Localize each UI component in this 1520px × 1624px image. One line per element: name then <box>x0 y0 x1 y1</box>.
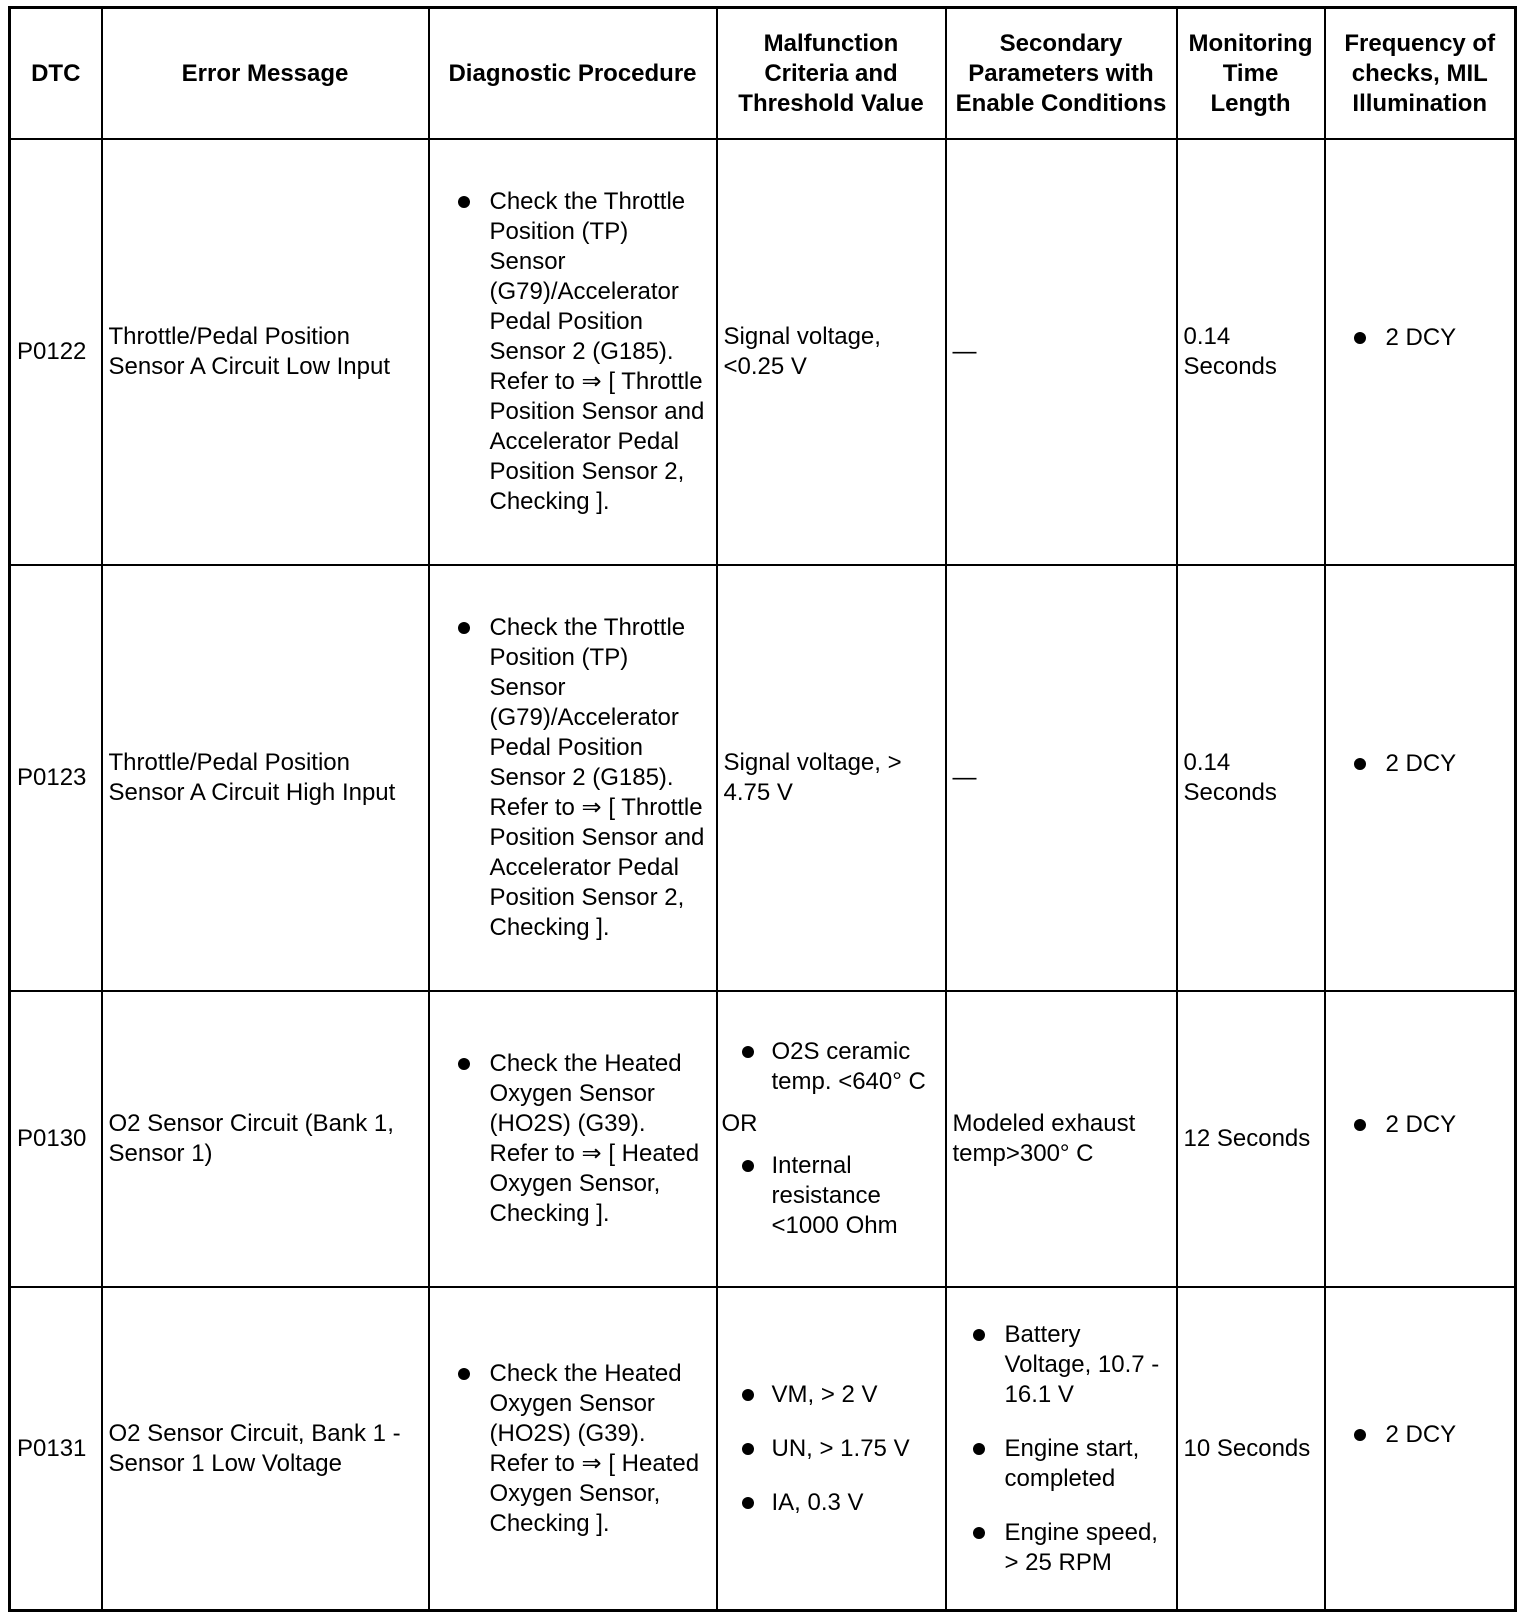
table-row <box>10 1287 1516 1611</box>
monitoring-time: 10 Seconds <box>1177 1287 1325 1611</box>
bullet-icon <box>742 1443 754 1455</box>
header-error-message: Error Message <box>102 8 429 140</box>
header-diagnostic-procedure: Diagnostic Procedure <box>429 8 717 140</box>
error-message: O2 Sensor Circuit (Bank 1, Sensor 1) <box>102 991 429 1287</box>
list-item <box>1332 749 1509 779</box>
secondary-text: Battery Voltage, 10.7 - 16.1 V <box>1004 1320 1160 1408</box>
secondary-parameters: — <box>946 565 1177 991</box>
dtc-table <box>8 6 1517 1612</box>
list-item <box>951 1320 1170 1410</box>
header-dtc: DTC <box>10 8 102 140</box>
frequency-text: 2 DCY <box>1385 750 1457 777</box>
frequency-text: 2 DCY <box>1385 1420 1457 1448</box>
list-item <box>951 1518 1170 1578</box>
list-item <box>436 187 710 517</box>
dtc-code: P0131 <box>10 1287 102 1611</box>
list-item <box>1332 323 1509 353</box>
list-item <box>722 1434 939 1464</box>
table-row <box>10 565 1516 991</box>
secondary-text: Engine start, completed <box>1004 1434 1140 1492</box>
diagnostic-procedure <box>429 991 717 1287</box>
bullet-icon <box>458 1368 470 1380</box>
list-item <box>722 1488 939 1518</box>
table-row <box>10 991 1516 1287</box>
table-row <box>10 139 1516 565</box>
bullet-icon <box>973 1443 985 1455</box>
header-malfunction-criteria: Malfunction Criteria and Threshold Value <box>717 8 946 140</box>
diagnostic-text: Check the Throttle Position (TP) Sensor (G79)/Accelerator Pedal Position Sensor 2 (G185). Refer to ⇒ [ Throttle Position Sensor and Accelerator Pedal Position Sensor 2, Checking ]. <box>489 614 705 941</box>
list-item <box>436 613 710 943</box>
list-item <box>1332 1110 1509 1140</box>
list-item <box>1332 1420 1509 1450</box>
frequency <box>1325 565 1516 991</box>
header-monitoring-time: Monitoring Time Length <box>1177 8 1325 140</box>
error-message: Throttle/Pedal Position Sensor A Circuit High Input <box>102 565 429 991</box>
error-message: O2 Sensor Circuit, Bank 1 - Sensor 1 Low Voltage <box>102 1287 429 1611</box>
bullet-icon <box>742 1497 754 1509</box>
monitoring-time: 12 Seconds <box>1177 991 1325 1287</box>
bullet-icon <box>458 1058 470 1070</box>
list-item <box>722 1151 939 1241</box>
frequency-text: 2 DCY <box>1385 324 1457 351</box>
dtc-code: P0130 <box>10 991 102 1287</box>
list-item <box>951 1434 1170 1494</box>
criteria-text: VM, > 2 V <box>771 1380 878 1408</box>
secondary-parameters: — <box>946 139 1177 565</box>
bullet-icon <box>742 1160 754 1172</box>
secondary-parameters: Modeled exhaust temp>300° C <box>946 991 1177 1287</box>
bullet-icon <box>742 1046 754 1058</box>
dtc-code: P0123 <box>10 565 102 991</box>
diagnostic-text: Check the Heated Oxygen Sensor (HO2S) (G39). Refer to ⇒ [ Heated Oxygen Sensor, Checking ]. <box>489 1050 700 1227</box>
bullet-icon <box>973 1527 985 1539</box>
header-row <box>10 8 1516 140</box>
malfunction-criteria: Signal voltage, > 4.75 V <box>717 565 946 991</box>
bullet-icon <box>1354 332 1366 344</box>
bullet-icon <box>973 1329 985 1341</box>
malfunction-criteria <box>717 991 946 1287</box>
criteria-text: O2S ceramic temp. <640° C <box>771 1038 926 1095</box>
header-secondary-parameters: Secondary Parameters with Enable Conditions <box>946 8 1177 140</box>
bullet-icon <box>458 622 470 634</box>
bullet-icon <box>1354 1119 1366 1131</box>
frequency <box>1325 1287 1516 1611</box>
bullet-icon <box>1354 1429 1366 1441</box>
list-item <box>722 1380 939 1410</box>
diagnostic-text: Check the Heated Oxygen Sensor (HO2S) (G39). Refer to ⇒ [ Heated Oxygen Sensor, Checking ]. <box>489 1359 700 1537</box>
criteria-text: Internal resistance <1000 Ohm <box>771 1152 898 1239</box>
or-label: OR <box>721 1110 758 1137</box>
secondary-parameters <box>946 1287 1177 1611</box>
secondary-text: Engine speed, > 25 RPM <box>1004 1518 1158 1576</box>
malfunction-criteria: Signal voltage, <0.25 V <box>717 139 946 565</box>
monitoring-time: 0.14 Seconds <box>1177 565 1325 991</box>
malfunction-criteria <box>717 1287 946 1611</box>
bullet-icon <box>742 1389 754 1401</box>
bullet-icon <box>458 196 470 208</box>
monitoring-time: 0.14 Seconds <box>1177 139 1325 565</box>
diagnostic-text: Check the Throttle Position (TP) Sensor (G79)/Accelerator Pedal Position Sensor 2 (G185). Refer to ⇒ [ Throttle Position Sensor and Accelerator Pedal Position Sensor 2, Checking ]. <box>489 188 705 515</box>
list-item <box>436 1359 710 1539</box>
diagnostic-procedure <box>429 565 717 991</box>
diagnostic-procedure <box>429 1287 717 1611</box>
list-item <box>436 1049 710 1229</box>
criteria-text: IA, 0.3 V <box>771 1488 864 1516</box>
bullet-icon <box>1354 758 1366 770</box>
criteria-text: UN, > 1.75 V <box>771 1434 910 1462</box>
list-item <box>722 1037 939 1097</box>
error-message: Throttle/Pedal Position Sensor A Circuit Low Input <box>102 139 429 565</box>
diagnostic-procedure <box>429 139 717 565</box>
frequency <box>1325 139 1516 565</box>
frequency <box>1325 991 1516 1287</box>
frequency-text: 2 DCY <box>1385 1111 1457 1138</box>
header-frequency: Frequency of checks, MIL Illumination <box>1325 8 1516 140</box>
dtc-code: P0122 <box>10 139 102 565</box>
